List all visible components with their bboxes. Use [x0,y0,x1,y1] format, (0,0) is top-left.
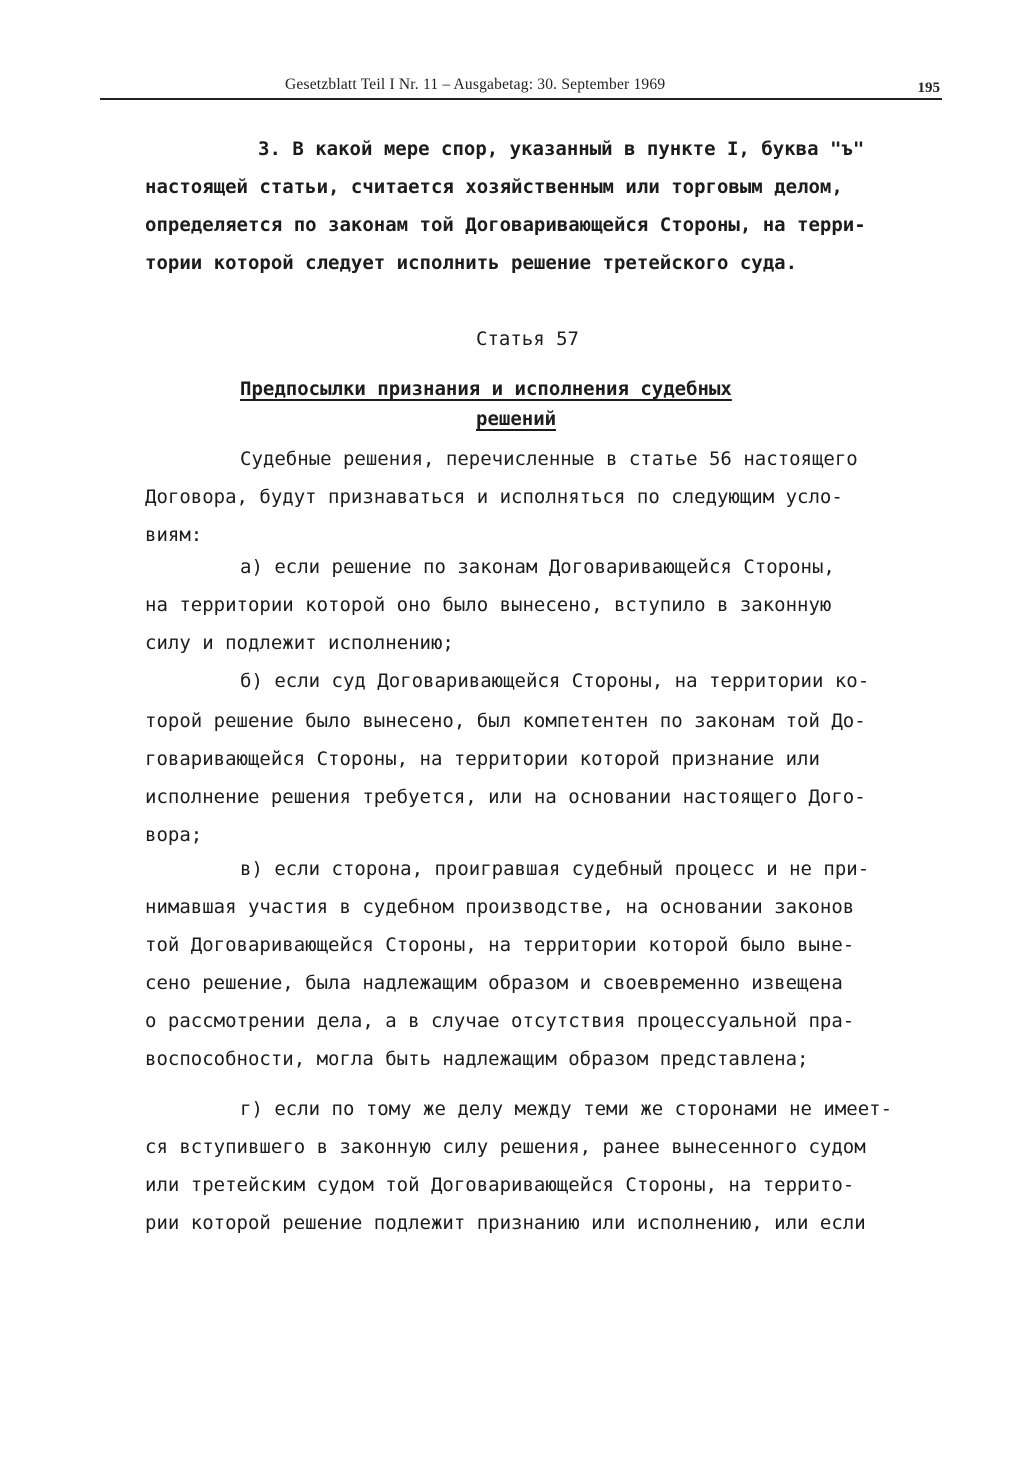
item-c-line-4: сено решение, была надлежащим образом и своевременно извещена [145,972,843,994]
page-header [100,72,950,102]
page-number: 195 [917,80,940,96]
intro-line-2: Договора, будут признаваться и исполняться по следующим усло- [145,486,843,508]
item-c-line-1: в) если сторона, проигравшая судебный процесс и не при- [240,858,870,880]
item-c-line-6: воспособности, могла быть надлежащим образом представлена; [145,1048,809,1070]
item-d-line-3: или третейским судом той Договаривающейся Стороны, на террито- [145,1174,855,1196]
paragraph-3-line-3: определяется по законам той Договаривающейся Стороны, на терри- [145,214,866,236]
paragraph-3-line-2: настоящей статьи, считается хозяйственным или торговым делом, [145,176,843,198]
item-d-line-4: рии которой решение подлежит признанию или исполнению, или если [145,1212,866,1234]
item-b-line-5: вора; [145,824,203,846]
article-heading: Статья 57 [476,328,579,350]
item-d-line-2: ся вступившего в законную силу решения, ранее вынесенного судом [145,1136,866,1158]
item-c-line-3: той Договаривающейся Стороны, на территории которой было выне- [145,934,855,956]
item-b-line-2: торой решение было вынесено, был компетентен по законам той До- [145,710,866,732]
item-d-line-1: г) если по тому же делу между теми же сторонами не имеет- [240,1098,893,1120]
item-b-line-4: исполнение решения требуется, или на основании настоящего Дого- [145,786,866,808]
header-rule [100,98,942,100]
intro-line-3: виям: [145,524,203,546]
item-c-line-2: нимавшая участия в судебном производстве, на основании законов [145,896,855,918]
item-a-line-2: на территории которой оно было вынесено, вступило в законную [145,594,832,616]
running-title: Gesetzblatt Teil I Nr. 11 – Ausgabetag: 30. September 1969 [285,76,666,93]
item-b-line-3: говаривающейся Стороны, на территории которой признание или [145,748,820,770]
paragraph-3-line-4: тории которой следует исполнить решение третейского суда. [145,252,798,274]
paragraph-3-line-1: 3. В какой мере спор, указанный в пункте I, буква "ъ" [258,138,865,160]
item-a-line-3: силу и подлежит исполнению; [145,632,454,654]
article-subtitle-line-2: решений [476,408,557,430]
intro-line-1: Судебные решения, перечисленные в статье 56 настоящего [240,448,858,470]
item-c-line-5: о рассмотрении дела, а в случае отсутствия процессуальной пра- [145,1010,855,1032]
item-a-line-1: а) если решение по законам Договаривающейся Стороны, [240,556,835,578]
item-b-line-1: б) если суд Договаривающейся Стороны, на территории ко- [240,670,870,692]
article-subtitle-line-1: Предпосылки признания и исполнения судебных [240,378,732,400]
